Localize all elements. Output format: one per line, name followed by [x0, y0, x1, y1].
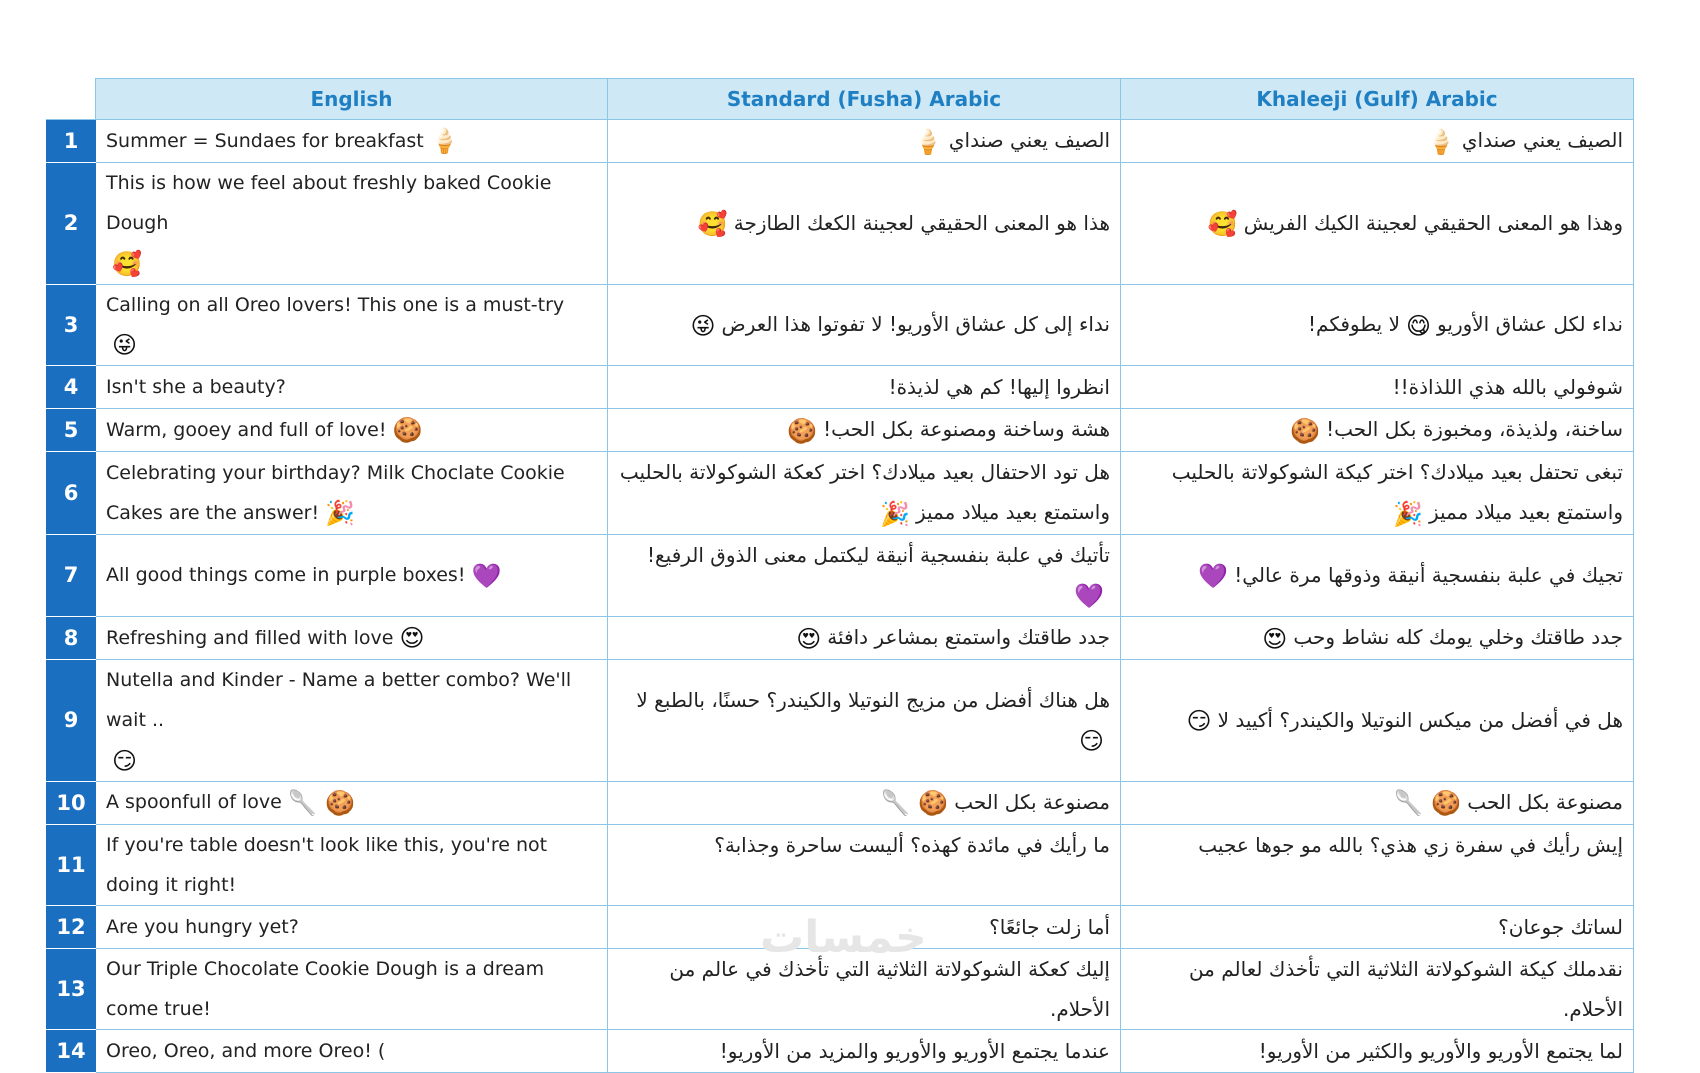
- english-cell: [96, 534, 608, 617]
- khaleeji-cell: [1121, 284, 1634, 366]
- table-row: [47, 452, 1634, 535]
- row-number: 7: [47, 534, 96, 617]
- party-popper-icon: 🎉: [1393, 499, 1423, 528]
- fusha-text: إليك كعكة الشوكولاتة الثلاثية التي تأخذك في عالم من الأحلام.: [669, 956, 1110, 1021]
- english-text: A spoonfull of love: [106, 791, 282, 814]
- fusha-text: تأتيك في علبة بنفسجية أنيقة ليكتمل معنى الذوق الرفيع!: [647, 542, 1110, 567]
- heart-eyes-face-icon: 🥰: [1207, 210, 1238, 238]
- fusha-cell: [608, 824, 1121, 905]
- table-row: [47, 781, 1634, 824]
- smirking-face-icon: 😏: [1078, 727, 1104, 755]
- english-text: All good things come in purple boxes!: [106, 564, 466, 586]
- table-row: [47, 824, 1634, 905]
- english-text: If you're table doesn't look like this, you're not doing it right!: [106, 833, 548, 896]
- sundae-icon: 🍦: [913, 127, 943, 156]
- purple-heart-icon: 💜: [1198, 562, 1229, 590]
- fusha-cell: [608, 120, 1121, 163]
- khaleeji-text: تجيك في علبة بنفسجية أنيقة وذوقها مرة عالي!: [1234, 562, 1623, 587]
- fusha-cell: [608, 452, 1121, 535]
- row-number: 1: [47, 120, 96, 163]
- heart-eyes-face-icon: 😍: [399, 624, 425, 653]
- khaleeji-cell: [1121, 617, 1634, 660]
- header-row: [47, 79, 1634, 120]
- yummy-face-icon: 😋: [1406, 311, 1432, 340]
- row-number: 9: [47, 660, 96, 782]
- sundae-icon: 🍦: [1426, 127, 1456, 156]
- heart-eyes-face-icon: 😍: [1262, 624, 1288, 653]
- party-popper-icon: 🎉: [325, 499, 355, 527]
- table-row: [47, 163, 1634, 285]
- cookie-icon: 🍪: [787, 416, 818, 445]
- table-row: [47, 366, 1634, 409]
- row-number: 10: [47, 781, 96, 824]
- khaleeji-text: إيش رأيك في سفرة زي هذي؟ بالله مو جوها عجيب: [1198, 832, 1623, 857]
- purple-heart-icon: 💜: [471, 561, 502, 590]
- khaleeji-text: لما يجتمع الأوريو والأوريو والكثير من الأوريو!: [1258, 1038, 1623, 1063]
- fusha-text: مصنوعة بكل الحب: [954, 789, 1110, 814]
- row-number: 6: [47, 452, 96, 535]
- fusha-text: الصيف يعني صنداي: [948, 128, 1110, 153]
- table-row: [47, 1029, 1634, 1072]
- fusha-cell: [608, 781, 1121, 824]
- fusha-cell: [608, 660, 1121, 782]
- watermark: خمسات: [760, 912, 927, 963]
- header-fusha: Standard (Fusha) Arabic: [608, 79, 1121, 120]
- khaleeji-cell: [1121, 409, 1634, 452]
- english-text: Calling on all Oreo lovers! This one is a must-try: [106, 293, 565, 316]
- purple-heart-icon: 💜: [1074, 582, 1104, 610]
- winking-tongue-face-icon: 😜: [112, 331, 138, 359]
- english-text: Our Triple Chocolate Cookie Dough is a dream come true!: [106, 957, 545, 1020]
- fusha-text: ما رأيك في مائدة كهذه؟ أليست ساحرة وجذابة؟: [714, 832, 1110, 857]
- khaleeji-cell: [1121, 1029, 1634, 1072]
- khaleeji-cell: [1121, 948, 1634, 1029]
- party-popper-icon: 🎉: [880, 499, 910, 528]
- row-number: 2: [47, 163, 96, 285]
- cookie-icon: 🍪: [392, 416, 423, 445]
- english-text: Summer = Sundaes for breakfast: [106, 129, 424, 152]
- english-cell: [96, 660, 608, 782]
- header-blank: [47, 79, 96, 120]
- english-cell: [96, 452, 608, 535]
- fusha-cell: [608, 1029, 1121, 1072]
- english-text: Oreo, Oreo, and more Oreo! (: [106, 1039, 386, 1062]
- khaleeji-text: مصنوعة بكل الحب: [1467, 789, 1623, 814]
- fusha-text: هل تود الاحتفال بعيد ميلادك؟ اختر كعكة الشوكولاتة بالحليب واستمتع بعيد ميلاد مميز: [619, 460, 1110, 524]
- khaleeji-text: جدد طاقتك وخلي يومك كله نشاط وحب: [1293, 625, 1623, 650]
- fusha-cell: [608, 163, 1121, 285]
- khaleeji-cell: [1121, 534, 1634, 617]
- heart-eyes-face-icon: 🥰: [112, 249, 142, 278]
- khaleeji-cell: [1121, 366, 1634, 409]
- fusha-cell: [608, 534, 1121, 617]
- khaleeji-cell: [1121, 120, 1634, 163]
- fusha-cell: [608, 284, 1121, 366]
- fusha-cell: [608, 366, 1121, 409]
- khaleeji-text: لساتك جوعان؟: [1498, 914, 1623, 939]
- english-cell: [96, 948, 608, 1029]
- table-row: [47, 534, 1634, 617]
- row-number: 8: [47, 617, 96, 660]
- heart-eyes-face-icon: 🥰: [697, 210, 728, 238]
- row-number: 5: [47, 409, 96, 452]
- row-number: 14: [47, 1029, 96, 1072]
- fusha-text: هشة وساخنة ومصنوعة بكل الحب!: [823, 417, 1110, 442]
- khaleeji-text: نداء لكل عشاق الأوريو: [1437, 312, 1623, 336]
- fusha-text: أما زلت جائعًا؟: [989, 914, 1110, 939]
- row-number: 4: [47, 366, 96, 409]
- khaleeji-text: الصيف يعني صنداي: [1461, 128, 1623, 153]
- sundae-icon: 🍦: [429, 127, 460, 156]
- english-cell: [96, 120, 608, 163]
- khaleeji-cell: [1121, 781, 1634, 824]
- spoon-cookie-icon: 🍪 🥄: [880, 789, 949, 818]
- table-row: [47, 409, 1634, 452]
- english-text: Refreshing and filled with love: [106, 626, 394, 649]
- fusha-text: جدد طاقتك واستمتع بمشاعر دافئة: [827, 625, 1110, 650]
- english-text: Isn't she a beauty?: [106, 376, 286, 398]
- khaleeji-cell: [1121, 824, 1634, 905]
- khaleeji-text: شوفولي بالله هذي اللذاذة!!: [1392, 375, 1623, 399]
- khaleeji-text: نقدملك كيكة الشوكولاتة الثلاثية التي تأخذك لعالم من الأحلام.: [1188, 956, 1623, 1021]
- row-number: 13: [47, 948, 96, 1029]
- english-text: Warm, gooey and full of love!: [106, 418, 387, 441]
- row-number: 3: [47, 284, 96, 366]
- fusha-text: هذا هو المعنى الحقيقي لعجينة الكعك الطازجة: [733, 210, 1110, 235]
- khaleeji-text: تبغى تحتفل بعيد ميلادك؟ اختر كيكة الشوكولاتة بالحليب واستمتع بعيد ميلاد مميز: [1171, 460, 1623, 524]
- english-text: This is how we feel about freshly baked Cookie Dough: [106, 172, 552, 234]
- fusha-text: انظروا إليها! كم هي لذيذة!: [888, 375, 1110, 399]
- english-cell: [96, 824, 608, 905]
- english-cell: [96, 617, 608, 660]
- khaleeji-cell: [1121, 452, 1634, 535]
- khaleeji-text: ساخنة، ولذيذة، ومخبوزة بكل الحب!: [1326, 417, 1623, 442]
- english-cell: [96, 409, 608, 452]
- header-english: English: [96, 79, 608, 120]
- english-text: Celebrating your birthday? Milk Choclate Cookie Cakes are the answer!: [106, 461, 565, 524]
- table-row: [47, 660, 1634, 782]
- english-cell: [96, 284, 608, 366]
- table-row: [47, 617, 1634, 660]
- khaleeji-cell: [1121, 905, 1634, 948]
- english-cell: [96, 163, 608, 285]
- heart-eyes-face-icon: 😍: [796, 624, 822, 653]
- cookie-icon: 🍪: [1290, 416, 1321, 445]
- fusha-text: هل هناك أفضل من مزيج النوتيلا والكيندر؟ حسنًا، بالطبع لا: [636, 687, 1110, 712]
- smirking-face-icon: 😏: [1186, 707, 1212, 735]
- fusha-text: نداء إلى كل عشاق الأوريو! لا تفوتوا هذا العرض: [721, 312, 1110, 336]
- khaleeji-text: وهذا هو المعنى الحقيقي لعجينة الكيك الفريش: [1243, 210, 1623, 235]
- fusha-cell: [608, 617, 1121, 660]
- english-text: Are you hungry yet?: [106, 915, 299, 938]
- khaleeji-text-tail: لا يطوفكم!: [1308, 312, 1401, 336]
- fusha-cell: [608, 409, 1121, 452]
- khaleeji-cell: [1121, 660, 1634, 782]
- table-row: [47, 284, 1634, 366]
- english-cell: [96, 366, 608, 409]
- row-number: 11: [47, 824, 96, 905]
- header-khaleeji: Khaleeji (Gulf) Arabic: [1121, 79, 1634, 120]
- khaleeji-cell: [1121, 163, 1634, 285]
- english-cell: [96, 1029, 608, 1072]
- english-cell: [96, 781, 608, 824]
- row-number: 12: [47, 905, 96, 948]
- english-cell: [96, 905, 608, 948]
- table-row: [47, 120, 1634, 163]
- english-text: Nutella and Kinder - Name a better combo? We'll wait ..: [106, 669, 572, 731]
- winking-tongue-face-icon: 😜: [690, 311, 716, 340]
- spoon-cookie-icon: 🍪 🥄: [1393, 789, 1462, 818]
- spoon-cookie-icon: 🥄 🍪: [287, 788, 356, 817]
- khaleeji-text: هل في أفضل من ميكس النوتيلا والكيندر؟ أكييد لا: [1217, 707, 1623, 732]
- smirking-face-icon: 😏: [112, 746, 138, 775]
- fusha-text: عندما يجتمع الأوريو والأوريو والمزيد من الأوريو!: [719, 1038, 1110, 1063]
